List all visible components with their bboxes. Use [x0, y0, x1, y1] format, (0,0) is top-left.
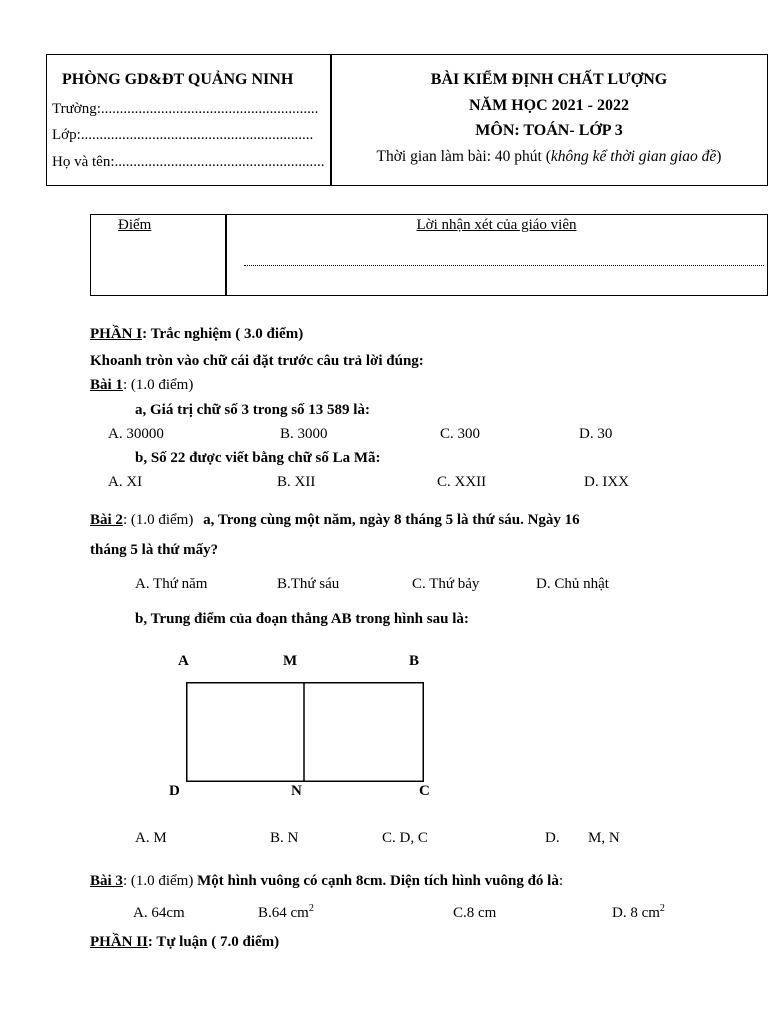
- q2a-option-d[interactable]: D. Chủ nhật: [536, 576, 609, 592]
- q1b-option-d[interactable]: D. IXX: [584, 474, 629, 490]
- q3-option-b-sup: 2: [308, 903, 314, 914]
- q3-points: : (1.0 điểm): [122, 873, 194, 889]
- q2b-option-d[interactable]: D.: [545, 830, 560, 846]
- school-year: NĂM HỌC 2021 - 2022: [469, 97, 629, 114]
- subject-title: MÔN: TOÁN- LỚP 3: [475, 122, 623, 139]
- q2a-option-b[interactable]: B.Thứ sáu: [277, 576, 340, 592]
- q3-text-end: :: [558, 873, 564, 889]
- q2b-option-a[interactable]: A. M: [135, 830, 167, 846]
- rectangle-figure: [186, 682, 424, 782]
- q3-option-d[interactable]: [612, 905, 665, 922]
- q3-heading: [90, 873, 563, 890]
- part2-title: PHẦN II: [90, 934, 148, 950]
- class-field: [52, 127, 313, 144]
- class-label: Lớp:: [52, 127, 81, 143]
- part1-title: PHẦN I: [90, 326, 143, 342]
- figure-label-c: C: [419, 783, 430, 799]
- q1a-option-c[interactable]: C. 300: [440, 426, 481, 442]
- q2-points: : (1.0 điểm): [122, 512, 194, 528]
- q1-points: : (1.0 điểm): [122, 377, 194, 393]
- q3-option-b-text: B.64 cm: [258, 905, 309, 921]
- q1-label: Bài 1: [90, 377, 123, 393]
- time-info: [331, 148, 767, 166]
- part1-heading: [90, 326, 303, 343]
- time-note: không kể thời gian giao đề: [550, 148, 717, 165]
- q1b-option-a[interactable]: A. XI: [108, 474, 143, 490]
- q3-label: Bài 3: [90, 873, 123, 889]
- q3-text: Một hình vuông có cạnh 8cm. Diện tích hình vuông đó là: [197, 873, 559, 889]
- figure-label-d: D: [169, 783, 180, 799]
- q2a-option-c[interactable]: C. Thứ bảy: [412, 576, 480, 592]
- school-field: [52, 101, 318, 118]
- class-dots: ..............................................................: [80, 127, 314, 143]
- name-label: Họ và tên:: [52, 154, 115, 170]
- part1-title-rest: : Trắc nghiệm ( 3.0 điểm): [142, 326, 304, 342]
- q2b-option-b[interactable]: B. N: [270, 830, 299, 846]
- q2b-text: b, Trung điểm của đoạn thẳng AB trong hình sau là:: [135, 611, 469, 627]
- department-name: PHÒNG GD&ĐT QUẢNG NINH: [62, 71, 294, 88]
- q2b-option-d-value[interactable]: M, N: [588, 830, 620, 846]
- q3-option-d-text: D. 8 cm: [612, 905, 660, 921]
- school-label: Trường:: [52, 101, 101, 117]
- figure-label-n: N: [291, 783, 302, 799]
- q3-option-d-sup: 2: [659, 903, 665, 914]
- q1-heading: [90, 377, 193, 394]
- comment-label: Lời nhận xét của giáo viên: [416, 217, 577, 233]
- part1-instruction: Khoanh tròn vào chữ cái đặt trước câu trả lời đúng:: [90, 353, 424, 369]
- q2-heading: [90, 512, 580, 529]
- q3-option-b[interactable]: [258, 905, 314, 922]
- q1b-text: b, Số 22 được viết bằng chữ số La Mã:: [135, 450, 381, 466]
- exam-title: BÀI KIỂM ĐỊNH CHẤT LƯỢNG: [430, 71, 668, 88]
- time-suffix: ): [716, 148, 722, 165]
- school-dots: ..........................................................: [100, 101, 319, 117]
- figure-label-a: A: [178, 653, 189, 669]
- name-field: [52, 154, 324, 171]
- q1b-option-b[interactable]: B. XII: [277, 474, 316, 490]
- score-label: Điểm: [118, 217, 152, 233]
- comment-dotted-line: [244, 265, 764, 266]
- q1a-option-d[interactable]: D. 30: [579, 426, 613, 442]
- name-dots: ........................................................: [114, 154, 325, 170]
- time-prefix: Thời gian làm bài: 40 phút (: [376, 148, 551, 165]
- q1a-option-b[interactable]: B. 3000: [280, 426, 328, 442]
- q2b-option-c[interactable]: C. D, C: [382, 830, 428, 846]
- q1b-option-c[interactable]: C. XXII: [437, 474, 487, 490]
- part2-title-rest: : Tự luận ( 7.0 điểm): [147, 934, 280, 950]
- q3-option-a[interactable]: A. 64cm: [133, 905, 185, 921]
- q2a-text-line2: tháng 5 là thứ mấy?: [90, 542, 219, 558]
- q2-label: Bài 2: [90, 512, 123, 528]
- part2-heading: [90, 934, 279, 951]
- figure-label-m: M: [283, 653, 298, 669]
- q3-option-c[interactable]: C.8 cm: [453, 905, 497, 921]
- q1a-text: a, Giá trị chữ số 3 trong số 13 589 là:: [135, 402, 370, 418]
- figure-label-b: B: [409, 653, 420, 669]
- rectangle-abcd: [187, 683, 424, 782]
- q2a-text-line1: a, Trong cùng một năm, ngày 8 tháng 5 là thứ sáu. Ngày 16: [203, 512, 580, 528]
- q2a-option-a[interactable]: A. Thứ năm: [135, 576, 208, 592]
- q1a-option-a[interactable]: A. 30000: [108, 426, 164, 442]
